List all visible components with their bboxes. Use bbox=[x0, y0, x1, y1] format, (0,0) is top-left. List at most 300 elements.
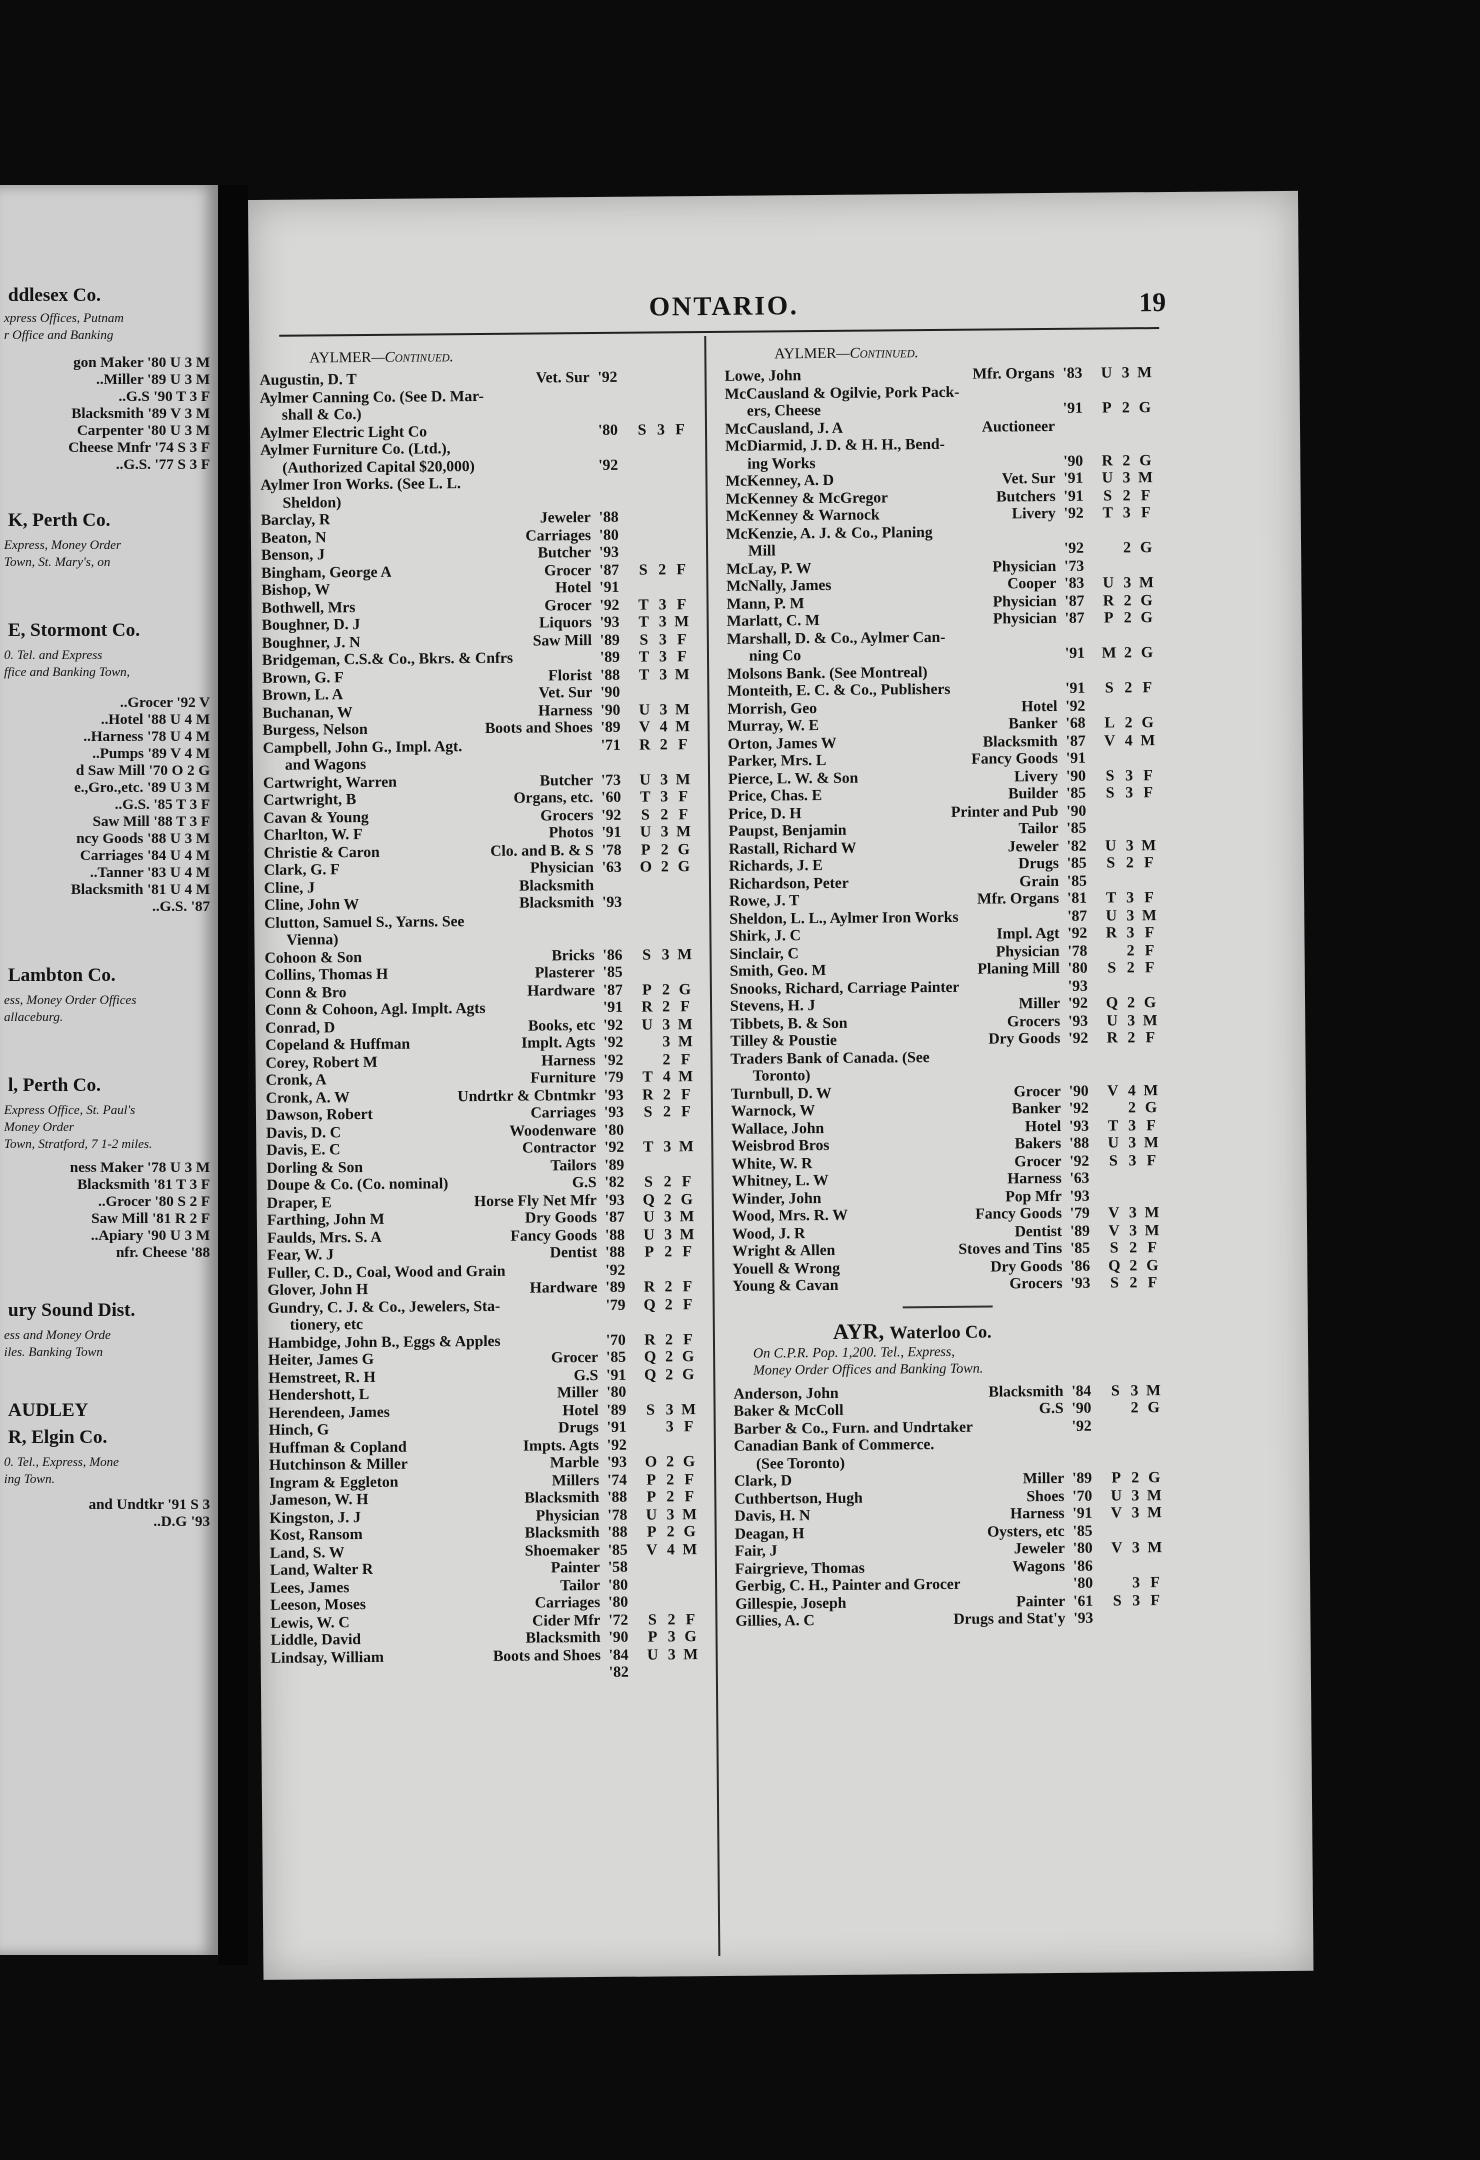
entry-year: '92 bbox=[597, 368, 618, 386]
entry-name: Turnbull, D. W bbox=[730, 1084, 832, 1103]
entry-name: Liddle, David bbox=[270, 1631, 362, 1649]
adjacent-text-line: ness Maker '78 U 3 M bbox=[69, 1160, 210, 1176]
entry-name: Copeland & Huffman bbox=[265, 1035, 411, 1054]
entry-name: Toronto) bbox=[752, 1067, 811, 1085]
adjacent-text-line: ..Tanner '83 U 4 M bbox=[89, 865, 210, 881]
entry-credit-grade: 2 bbox=[1122, 486, 1131, 504]
adjacent-text-line: ..Harness '78 U 4 M bbox=[83, 729, 210, 745]
entry-occupation: Harness bbox=[1007, 1169, 1062, 1188]
entry-occupation: Harness bbox=[538, 701, 593, 719]
entry-credit-class: S bbox=[644, 1173, 653, 1191]
entry-credit-class: R bbox=[641, 998, 653, 1016]
entry-credit-grade: 2 bbox=[1126, 941, 1135, 959]
entry-occupation: Builder bbox=[1008, 784, 1059, 803]
entry-credit-grade: 2 bbox=[1124, 714, 1133, 732]
town-section-ayr bbox=[733, 1316, 1164, 1380]
entry-name: Sheldon) bbox=[282, 493, 342, 512]
entry-occupation: Painter bbox=[550, 1558, 601, 1577]
entry-credit-class: R bbox=[1105, 924, 1118, 942]
entry-year: '88 bbox=[604, 1226, 625, 1244]
entry-year: '72 bbox=[608, 1611, 629, 1629]
adjacent-text-line: ess and Money Orde bbox=[4, 1327, 111, 1342]
entry-year: '92 bbox=[1063, 539, 1084, 557]
entry-name: Conrad, D bbox=[265, 1018, 336, 1037]
entry-credit-class: V bbox=[638, 718, 651, 736]
entry-name: Gillies, A. C bbox=[735, 1612, 815, 1630]
entry-year: '89 bbox=[600, 718, 621, 736]
entry-occupation: Drugs bbox=[558, 1418, 599, 1437]
entry-year: '84 bbox=[608, 1646, 629, 1664]
entry-occupation: Drugs bbox=[1018, 854, 1059, 873]
entry-occupation: Carriages bbox=[525, 526, 592, 545]
entry-name: Cronk, A. W bbox=[265, 1088, 350, 1107]
entry-occupation: Photos bbox=[548, 824, 594, 842]
entry-name: Deagan, H bbox=[734, 1524, 805, 1543]
directory-page bbox=[248, 191, 1313, 1980]
entry-credit-class: R bbox=[644, 1330, 656, 1349]
entry-occupation: Shoemaker bbox=[524, 1541, 600, 1560]
entry-occupation: Implt. Agts bbox=[521, 1034, 596, 1052]
entry-rating: M bbox=[1137, 364, 1152, 382]
entry-name: Collins, Thomas H bbox=[264, 965, 389, 984]
entry-year: '85 bbox=[1066, 872, 1087, 890]
entry-rating: F bbox=[677, 630, 687, 648]
entry-name: Cline, John W bbox=[264, 896, 360, 914]
entry-occupation: Miller bbox=[557, 1383, 599, 1402]
entry-year: '93 bbox=[1070, 1274, 1091, 1292]
entry-year: '91 bbox=[1063, 487, 1084, 505]
entry-name: Land, Walter R bbox=[269, 1560, 374, 1579]
entry-year: '93 bbox=[1067, 977, 1088, 995]
entry-name: Davis, E. C bbox=[266, 1141, 341, 1159]
entry-occupation: Butcher bbox=[537, 544, 592, 562]
entry-occupation: Shoes bbox=[1026, 1487, 1065, 1505]
entry-year: '85 bbox=[1066, 819, 1087, 837]
entry-year: '93 bbox=[599, 613, 620, 631]
entry-occupation: Banker bbox=[1011, 1099, 1062, 1118]
entry-credit-grade: 2 bbox=[658, 560, 667, 578]
entry-rating: F bbox=[675, 420, 685, 438]
entry-year: '81 bbox=[1067, 889, 1088, 907]
entry-year: '88 bbox=[607, 1523, 628, 1541]
entry-name: Boughner, D. J bbox=[261, 616, 361, 634]
entry-credit-class: S bbox=[1103, 486, 1112, 505]
adjacent-text-line: xpress Offices, Putnam bbox=[4, 310, 124, 325]
entry-year: '92 bbox=[1069, 1152, 1090, 1170]
entry-rating: F bbox=[1150, 1574, 1160, 1592]
entry-rating: G bbox=[682, 1365, 695, 1383]
entry-name: McKenney & McGregor bbox=[725, 488, 889, 508]
entry-name: Warnock, W bbox=[730, 1102, 816, 1120]
entry-rating: M bbox=[1138, 574, 1154, 592]
entry-name: Huffman & Copland bbox=[268, 1438, 407, 1457]
entry-occupation: Plasterer bbox=[534, 964, 595, 982]
entry-rating: F bbox=[1144, 941, 1155, 959]
entry-year: '91 bbox=[1065, 749, 1086, 767]
entry-rating: G bbox=[684, 1628, 697, 1646]
adjacent-heading: R, Elgin Co. bbox=[8, 1427, 108, 1448]
adjacent-text-line: iles. Banking Town bbox=[4, 1344, 103, 1359]
entry-list-ayr bbox=[733, 1382, 1165, 1631]
entry-year: '88 bbox=[607, 1488, 628, 1506]
entry-credit-grade: 3 bbox=[1125, 784, 1134, 802]
entry-occupation: Bricks bbox=[551, 946, 595, 964]
entry-credit-grade: 3 bbox=[1132, 1591, 1141, 1609]
entry-rating: M bbox=[675, 700, 690, 718]
entry-name: Burgess, Nelson bbox=[262, 720, 368, 739]
entry-name: Hemstreet, R. H bbox=[268, 1368, 376, 1387]
entry-rating: G bbox=[680, 1190, 693, 1208]
entry-name: Rastall, Richard W bbox=[728, 839, 857, 858]
entry-year: '89 bbox=[1069, 1222, 1090, 1240]
entry-credit-class: Q bbox=[1105, 994, 1119, 1012]
entry-credit-class: S bbox=[1105, 784, 1115, 802]
entry-year: '80 bbox=[608, 1576, 628, 1594]
entry-credit-grade: 2 bbox=[1129, 1274, 1138, 1292]
entry-credit-grade: 3 bbox=[1128, 1151, 1137, 1169]
entry-year: '92 bbox=[1068, 1099, 1089, 1117]
entry-occupation: Grocers bbox=[540, 806, 594, 824]
entry-name: Wood, Mrs. R. W bbox=[731, 1206, 848, 1225]
entry-occupation: Hotel bbox=[562, 1401, 599, 1419]
entry-year: '92 bbox=[1065, 697, 1086, 715]
entry-name: Price, D. H bbox=[728, 804, 802, 823]
entry-name: Tilley & Poustie bbox=[730, 1031, 837, 1050]
entry-credit-class: P bbox=[640, 841, 651, 859]
entry-rating: F bbox=[1147, 1274, 1158, 1292]
entry-name: Dorling & Son bbox=[266, 1158, 363, 1177]
adjacent-text-line: r Office and Banking bbox=[4, 327, 114, 342]
entry-credit-grade: 2 bbox=[1121, 399, 1130, 417]
adjacent-heading: AUDLEY bbox=[8, 1400, 89, 1421]
entry-credit-grade: 3 bbox=[1125, 836, 1134, 854]
entry-credit-grade: 3 bbox=[657, 420, 665, 438]
entry-occupation: Cooper bbox=[1007, 574, 1057, 593]
entry-rating: M bbox=[681, 1400, 696, 1418]
entry-year: '74 bbox=[607, 1471, 628, 1489]
right-column bbox=[724, 342, 1165, 1630]
entry-name: Gillespie, Joseph bbox=[735, 1594, 847, 1613]
entry-occupation: Grain bbox=[1019, 872, 1060, 890]
entry-occupation: Grocer bbox=[1014, 1152, 1062, 1170]
entry-credit-class: Q bbox=[644, 1365, 657, 1384]
entry-occupation: Banker bbox=[1008, 714, 1058, 733]
entry-year: '92 bbox=[1071, 1417, 1092, 1435]
entry-credit-class: S bbox=[1106, 854, 1116, 872]
entry-occupation: Cider Mfr bbox=[532, 1611, 601, 1630]
entry-name: Hinch, G bbox=[268, 1421, 330, 1439]
entry-credit-grade: 3 bbox=[1131, 1486, 1140, 1504]
entry-credit-grade: 3 bbox=[1126, 906, 1135, 924]
entry-occupation: G.S bbox=[1038, 1399, 1064, 1418]
entry-name: tionery, etc bbox=[289, 1316, 364, 1334]
entry-rating: M bbox=[677, 1015, 693, 1033]
entry-name: Hutchinson & Miller bbox=[268, 1455, 408, 1474]
entry-credit-grade: 3 bbox=[660, 823, 669, 841]
entry-name: Morrish, Geo bbox=[727, 699, 818, 718]
entry-year: '92 bbox=[1067, 924, 1088, 942]
entry-year: '93 bbox=[1073, 1609, 1094, 1627]
town-title bbox=[733, 1316, 1163, 1346]
entry-credit-class: S bbox=[1110, 1274, 1119, 1292]
entry-credit-grade: 3 bbox=[1123, 574, 1132, 592]
entry-credit-grade: 3 bbox=[1127, 1011, 1136, 1029]
entry-rating: M bbox=[1140, 731, 1156, 749]
entry-rating: F bbox=[681, 1173, 692, 1191]
entry-year: '73 bbox=[1064, 557, 1085, 575]
entry-name: Paupst, Benjamin bbox=[728, 821, 847, 840]
entry-name: Baker & McColl bbox=[733, 1401, 844, 1420]
entry-name: Barber & Co., Furn. and Undrtaker bbox=[733, 1418, 973, 1438]
town-info-line-2: Money Order Offices and Banking Town. bbox=[753, 1361, 984, 1379]
entry-year: '90 bbox=[1063, 452, 1084, 470]
adjacent-text-line: 0. Tel., Express, Mone bbox=[4, 1454, 119, 1469]
entry-name: Fair, J bbox=[734, 1542, 778, 1560]
entry-occupation: Impts. Agts bbox=[523, 1436, 599, 1455]
adjacent-text-line: Saw Mill '81 R 2 F bbox=[91, 1211, 210, 1227]
left-column bbox=[259, 346, 701, 1684]
entry-name: Davis, D. C bbox=[266, 1123, 342, 1142]
entry-occupation: Harness bbox=[1010, 1504, 1065, 1523]
entry-name: McKenney, A. D bbox=[725, 471, 835, 490]
entry-occupation: Millers bbox=[551, 1471, 600, 1489]
entry-rating: M bbox=[1144, 1204, 1160, 1222]
entry-credit-grade: 2 bbox=[660, 840, 669, 858]
entry-year: '80 bbox=[1072, 1539, 1093, 1557]
entry-occupation: Stoves and Tins bbox=[958, 1239, 1063, 1258]
entry-year: '91 bbox=[599, 578, 620, 596]
entry-credit-class: V bbox=[1108, 1204, 1120, 1222]
entry-year: '89 bbox=[1072, 1469, 1093, 1487]
entry-occupation: Fancy Goods bbox=[510, 1226, 598, 1245]
entry-year: '80 bbox=[597, 421, 618, 439]
entry-rating: F bbox=[685, 1610, 696, 1628]
entry-name: Shirk, J. C bbox=[729, 927, 802, 945]
entry-name: Barclay, R bbox=[260, 511, 331, 529]
entry-name: shall & Co.) bbox=[281, 406, 362, 424]
entry-name: Murray, W. E bbox=[727, 717, 819, 735]
column-heading bbox=[724, 342, 1154, 364]
entry-rating: F bbox=[682, 1278, 693, 1296]
page-title: ONTARIO. bbox=[648, 290, 799, 322]
entry-name: Aylmer Iron Works. (See L. L. bbox=[260, 475, 461, 494]
directory-entry bbox=[732, 1274, 1162, 1295]
entry-year: '86 bbox=[1070, 1257, 1091, 1275]
entry-year: '88 bbox=[600, 666, 621, 684]
entry-rating: M bbox=[1146, 1381, 1161, 1399]
entry-year: '88 bbox=[1069, 1134, 1090, 1152]
entry-rating: F bbox=[1150, 1591, 1161, 1609]
entry-rating: M bbox=[1138, 469, 1153, 487]
entry-year: '70 bbox=[605, 1331, 626, 1349]
entry-year: '93 bbox=[602, 893, 623, 911]
entry-occupation: G.S bbox=[571, 1173, 597, 1192]
entry-year: '79 bbox=[605, 1296, 626, 1314]
adjacent-text-line: Carriages '84 U 4 M bbox=[80, 848, 210, 864]
entry-credit-grade: 3 bbox=[1132, 1574, 1141, 1592]
entry-occupation: Vet. Sur bbox=[538, 684, 593, 702]
entry-name: Brown, G. F bbox=[262, 668, 344, 687]
entry-rating: G bbox=[683, 1523, 696, 1541]
entry-year: '91 bbox=[1065, 679, 1086, 697]
entry-credit-grade: 2 bbox=[1123, 609, 1132, 627]
entry-name: White, W. R bbox=[731, 1154, 813, 1173]
entry-credit-grade: 2 bbox=[1125, 854, 1134, 872]
entry-name: Bingham, George A bbox=[261, 563, 392, 582]
entry-credit-grade: 2 bbox=[664, 1295, 673, 1313]
entry-credit-grade: 4 bbox=[662, 1068, 671, 1086]
entry-occupation: Organs, etc. bbox=[513, 789, 594, 807]
entry-credit-class: U bbox=[643, 1208, 655, 1226]
entry-occupation: Grocers bbox=[1009, 1274, 1063, 1293]
entry-credit-class: S bbox=[639, 631, 649, 649]
entry-year: '90 bbox=[1071, 1399, 1092, 1417]
adjacent-heading: l, Perth Co. bbox=[8, 1075, 101, 1096]
entry-year: '89 bbox=[604, 1156, 625, 1174]
adjacent-text-line: Saw Mill '88 T 3 F bbox=[92, 814, 210, 830]
entry-year: '93 bbox=[599, 543, 619, 561]
entry-name: McKenzie, A. J. & Co., Planing bbox=[725, 523, 933, 543]
entry-rating: G bbox=[682, 1348, 695, 1366]
adjacent-text-line: gon Maker '80 U 3 M bbox=[73, 355, 210, 371]
entry-occupation: Hotel bbox=[1021, 697, 1058, 715]
adjacent-text-line: ..Grocer '80 S 2 F bbox=[98, 1194, 210, 1210]
entry-occupation: Contractor bbox=[522, 1138, 597, 1157]
entry-name: Cavan & Young bbox=[263, 808, 369, 827]
entry-rating: M bbox=[677, 945, 692, 963]
entry-rating: M bbox=[677, 1033, 693, 1051]
entry-credit-grade: 2 bbox=[659, 735, 668, 753]
entry-credit-class: R bbox=[643, 1278, 656, 1296]
town-info-line-1: On C.P.R. Pop. 1,200. Tel., Express, bbox=[753, 1344, 955, 1362]
entry-credit-grade: 2 bbox=[1130, 1399, 1139, 1417]
entry-year: '93 bbox=[603, 1086, 624, 1104]
entry-name: Bridgeman, C.S.& Co., Bkrs. & Cnfrs bbox=[261, 649, 514, 669]
entry-credit-grade: 2 bbox=[665, 1365, 674, 1383]
entry-credit-class: S bbox=[1105, 766, 1115, 785]
entry-credit-grade: 2 bbox=[667, 1610, 676, 1628]
entry-credit-class: T bbox=[638, 666, 650, 684]
entry-credit-grade: 3 bbox=[658, 630, 667, 648]
entry-year: '90 bbox=[1068, 1082, 1089, 1100]
entry-rating: M bbox=[682, 1540, 698, 1558]
entry-credit-class: T bbox=[638, 596, 649, 614]
entry-name: Clark, D bbox=[734, 1472, 792, 1490]
entry-credit-grade: 3 bbox=[1128, 1134, 1137, 1152]
entry-occupation: Physician bbox=[992, 609, 1057, 628]
adjacent-text-line: ..Apiary '90 U 3 M bbox=[90, 1228, 210, 1244]
entry-credit-grade: 2 bbox=[662, 998, 671, 1016]
entry-name: Hendershott, L bbox=[268, 1385, 370, 1404]
entry-year: '88 bbox=[605, 1243, 626, 1261]
entry-occupation: Grocer bbox=[550, 1348, 599, 1367]
entry-credit-class: T bbox=[1107, 1116, 1119, 1135]
entry-name: Winder, John bbox=[731, 1189, 822, 1208]
entry-rating: G bbox=[1144, 1099, 1158, 1117]
entry-year: '84 bbox=[1071, 1382, 1092, 1400]
entry-credit-class: R bbox=[1101, 451, 1113, 470]
entry-name: ers, Cheese bbox=[746, 402, 821, 420]
entry-credit-class: T bbox=[638, 613, 649, 631]
entry-rating: M bbox=[679, 1225, 695, 1243]
entry-occupation: Grocer bbox=[544, 561, 592, 579]
entry-credit-grade: 3 bbox=[1131, 1539, 1140, 1557]
entry-credit-class: U bbox=[641, 1015, 653, 1034]
entry-name: Bothwell, Mrs bbox=[261, 598, 356, 617]
entry-year: '78 bbox=[601, 841, 622, 859]
entry-credit-class: T bbox=[1102, 504, 1114, 522]
entry-year: '85 bbox=[606, 1348, 626, 1366]
entry-year: '86 bbox=[602, 946, 623, 964]
entry-occupation: Jeweler bbox=[1013, 1539, 1065, 1558]
entry-rating: M bbox=[1146, 1486, 1162, 1504]
entry-rating: M bbox=[675, 718, 690, 736]
entry-name: Mill bbox=[748, 542, 776, 560]
entry-rating: F bbox=[1143, 766, 1153, 784]
entry-credit-grade: 2 bbox=[1123, 539, 1132, 557]
entry-credit-class: T bbox=[639, 788, 651, 806]
adjacent-text-line: Blacksmith '89 V 3 M bbox=[71, 406, 210, 422]
adjacent-text-line: allaceburg. bbox=[4, 1009, 64, 1024]
entry-rating: G bbox=[677, 858, 690, 876]
entry-credit-grade: 2 bbox=[661, 980, 670, 998]
entry-rating: M bbox=[674, 665, 690, 683]
entry-name: Molsons Bank. (See Montreal) bbox=[727, 663, 928, 683]
entry-occupation: Dry Goods bbox=[988, 1029, 1061, 1048]
entry-occupation: Auctioneer bbox=[981, 417, 1056, 436]
entry-name: (Authorized Capital $20,000) bbox=[282, 457, 475, 477]
entry-credit-grade: 3 bbox=[1128, 1116, 1137, 1134]
entry-year: '88 bbox=[598, 508, 619, 526]
entry-name: Stevens, H. J bbox=[729, 997, 816, 1015]
adjacent-text-line: ..G.S. '87 bbox=[152, 899, 210, 915]
entry-year: '60 bbox=[601, 788, 622, 806]
entry-name: Corey, Robert M bbox=[265, 1053, 378, 1072]
entry-rating: F bbox=[1146, 1151, 1157, 1169]
adjacent-text-line: Blacksmith '81 T 3 F bbox=[77, 1177, 210, 1193]
entry-year: '90 bbox=[1066, 802, 1087, 820]
adjacent-text-line: ess, Money Order Offices bbox=[4, 992, 137, 1007]
entry-name: Draper, E bbox=[266, 1193, 332, 1212]
entry-name: Weisbrod Bros bbox=[731, 1136, 830, 1155]
entry-name: McCausland, J. A bbox=[724, 419, 844, 438]
entry-credit-class: T bbox=[1105, 889, 1117, 907]
entry-year: '92 bbox=[603, 1033, 624, 1051]
entry-rating: M bbox=[1141, 836, 1157, 854]
entry-credit-class: U bbox=[1101, 469, 1114, 487]
entry-name: Cronk, A bbox=[265, 1071, 327, 1089]
entry-occupation: Grocer bbox=[544, 596, 592, 614]
entry-rating: G bbox=[677, 840, 690, 858]
entry-year: '85 bbox=[1072, 1522, 1093, 1540]
entry-occupation: Furniture bbox=[530, 1068, 596, 1087]
heading-town: AYLMER bbox=[309, 349, 372, 367]
entry-rating: M bbox=[1143, 1081, 1159, 1099]
entry-name: Jameson, W. H bbox=[269, 1490, 369, 1509]
entry-rating: G bbox=[1147, 1399, 1160, 1417]
entry-credit-grade: 2 bbox=[666, 1453, 674, 1471]
entry-credit-grade: 2 bbox=[666, 1523, 675, 1541]
entry-name: Benson, J bbox=[261, 546, 325, 564]
entry-credit-grade: 2 bbox=[660, 858, 669, 876]
entry-credit-class: P bbox=[646, 1470, 656, 1489]
adjacent-heading: E, Stormont Co. bbox=[8, 620, 140, 641]
entry-credit-class: U bbox=[1105, 906, 1117, 925]
entry-occupation: Blacksmith bbox=[988, 1382, 1064, 1401]
entry-name: Orton, James W bbox=[727, 734, 837, 753]
entry-name: Traders Bank of Canada. (See bbox=[730, 1048, 930, 1068]
entry-credit-grade: 2 bbox=[1128, 1099, 1136, 1117]
